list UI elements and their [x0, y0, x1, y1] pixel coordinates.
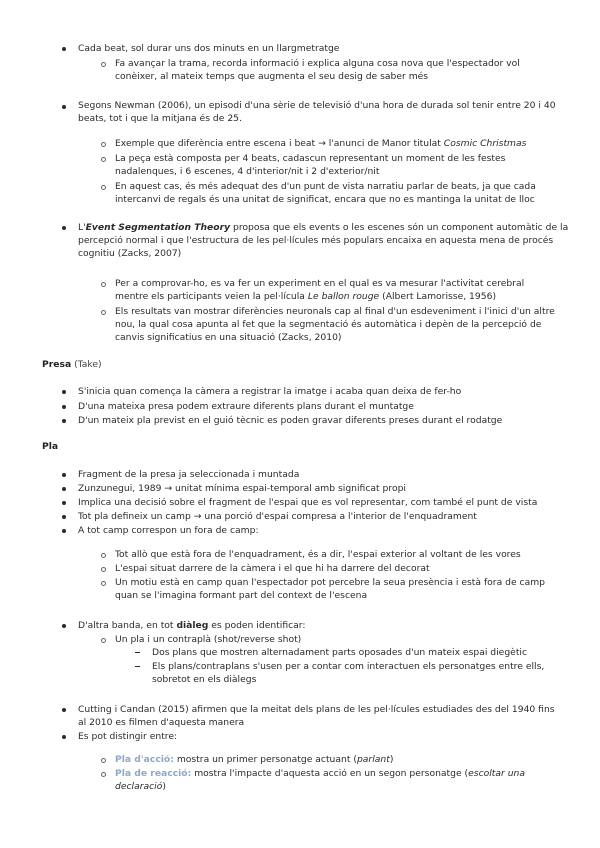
- list-item-text: (Albert Lamorisse, 1956): [379, 291, 497, 302]
- circle-bullet-icon: [101, 581, 106, 586]
- list-item: Tot pla defineix un camp → una porció d'espai compresa a l'interior de l'enquadrament: [78, 511, 477, 522]
- list-item-continuation: beats, tot i que la mitjana és de 25.: [78, 113, 242, 124]
- circle-bullet-icon: [101, 638, 106, 643]
- bullet-icon: [62, 624, 66, 628]
- bullet-icon: [62, 419, 66, 423]
- bullet-icon: [62, 735, 66, 739]
- list-item-continuation: [115, 290, 496, 303]
- bullet-icon: [62, 515, 66, 519]
- list-item: Els resultats van mostrar diferències neuronals cap al final d'un esdeveniment i l'inici d'un altre: [115, 306, 555, 317]
- list-item: Segons Newman (2006), un episodi d'una sèrie de televisió d'una hora de durada sol tenir entre 20 i 40: [78, 100, 556, 111]
- list-item: D'un mateix pla previst en el guió tècnic es poden gravar diferents preses durant el rodatge: [78, 415, 503, 426]
- bullet-icon: [62, 405, 66, 409]
- circle-bullet-icon: [101, 758, 106, 763]
- list-item: Un pla i un contraplà (shot/reverse shot): [115, 634, 302, 645]
- list-item-continuation: conèixer, al mateix temps que augmenta el seu desig de saber més: [115, 71, 429, 82]
- list-item: Els plans/contraplans s'usen per a contar com interactuen els personatges entre ells,: [152, 661, 545, 672]
- heading-subtitle: (Take): [71, 359, 102, 370]
- list-item: S'inicia quan comença la càmera a registrar la imatge i acaba quan deixa de fer-ho: [78, 386, 462, 397]
- theory-term: Event Segmentation Theory: [85, 222, 231, 233]
- bullet-icon: [62, 226, 66, 230]
- keyword-dialeg: diàleg: [176, 620, 209, 631]
- circle-bullet-icon: [101, 142, 106, 147]
- bullet-icon: [62, 501, 66, 505]
- list-item: A tot camp correspon un fora de camp:: [78, 525, 259, 536]
- list-item: Un motiu està en camp quan l'espectador pot percebre la seua presència i està fora de camp: [115, 577, 545, 588]
- circle-bullet-icon: [101, 62, 106, 67]
- ad-title: Cosmic Christmas: [443, 138, 527, 149]
- list-item-continuation: nou, la qual cosa apunta al fet que la segmentació és automàtica i depèn de la percepció de: [115, 319, 542, 330]
- circle-bullet-icon: [101, 282, 106, 287]
- list-item: Es pot distingir entre:: [78, 731, 178, 742]
- bullet-icon: [62, 390, 66, 394]
- heading-text: Presa: [42, 359, 72, 370]
- list-item: En aquest cas, és més adequat des d'un punt de vista narratiu parlar de beats, ja que cada: [115, 181, 536, 192]
- list-item: D'una mateixa presa podem extraure diferents plans durant el muntatge: [78, 401, 414, 412]
- list-item: [115, 767, 557, 780]
- list-item: L'espai situat darrere de la càmera i el que hi ha darrere del decorat: [115, 563, 430, 574]
- list-item-text: L': [78, 222, 86, 233]
- list-item: Cutting i Candan (2015) afirmen que la meitat dels plans de les pel·lícules estudiades des del 1940 fins: [78, 704, 555, 715]
- circle-bullet-icon: [101, 553, 106, 558]
- list-item-continuation: canvis significatius en una situació (Zacks, 2010): [115, 332, 342, 343]
- list-item-continuation: sobretot en els diàlegs: [152, 674, 257, 685]
- list-item-text: Exemple que diferència entre escena i beat → l'anunci de Manor titulat: [115, 138, 444, 149]
- list-item-text: mostra l'impacte d'aquesta acció en un segon personatge (: [191, 768, 469, 779]
- list-item: [115, 137, 526, 150]
- bullet-icon: [62, 487, 66, 491]
- list-item: [78, 221, 568, 234]
- list-item: Cada beat, sol durar uns dos minuts en un llargmetratge: [78, 43, 340, 54]
- circle-bullet-icon: [101, 185, 106, 190]
- list-item-continuation: [115, 780, 166, 793]
- term-pla-reaccio: Pla de reacció:: [115, 768, 192, 779]
- dash-bullet-icon: [135, 652, 140, 653]
- section-heading-pla: Pla: [42, 441, 59, 452]
- list-item-continuation: cognitiu (Zacks, 2007): [78, 248, 182, 259]
- list-item-text: ): [389, 754, 394, 765]
- circle-bullet-icon: [101, 157, 106, 162]
- list-item: La peça està composta per 4 beats, cadascun representant un moment de les festes: [115, 153, 506, 164]
- bullet-icon: [62, 47, 66, 51]
- italic-text: escoltar una: [468, 768, 526, 779]
- dash-bullet-icon: [135, 666, 140, 667]
- film-title: Le ballon rouge: [307, 291, 380, 302]
- list-item: Fragment de la presa ja seleccionada i muntada: [78, 469, 300, 480]
- list-item: Fa avançar la trama, recorda informació i explica alguna cosa nova que l'espectador vol: [115, 58, 520, 69]
- list-item-text: proposa que els events o les escenes són un component automàtic de la: [230, 222, 569, 233]
- bullet-icon: [62, 529, 66, 533]
- circle-bullet-icon: [101, 567, 106, 572]
- list-item-continuation: intercanvi de regals és una unitat de significat, encara que no es mantinga la unitat de lloc: [115, 194, 535, 205]
- list-item-continuation: nadalenques, i 6 escenes, 4 d'interior/nit i 2 d'exterior/nit: [115, 166, 380, 177]
- list-item: Dos plans que mostren alternadament parts oposades d'un mateix espai diegètic: [152, 647, 528, 658]
- bullet-icon: [62, 105, 66, 109]
- list-item: Zunzunegui, 1989 → unitat mínima espai-temporal amb significat propi: [78, 483, 406, 494]
- list-item-text: mentre els participants veien la pel·lícula: [115, 291, 308, 302]
- list-item: Per a comprovar-ho, es va fer un experiment en el qual es va mesurar l'activitat cerebral: [115, 278, 525, 289]
- bullet-icon: [62, 473, 66, 477]
- list-item: [78, 619, 306, 632]
- list-item-text: es poden identificar:: [208, 620, 306, 631]
- list-item-text: D'altra banda, en tot: [78, 620, 177, 631]
- italic-text: parlant: [356, 754, 390, 765]
- list-item-continuation: quan se l'imagina formant part del context de l'escena: [115, 590, 368, 601]
- bullet-icon: [62, 708, 66, 712]
- list-item-continuation: al 2010 es filmen d'aquesta manera: [78, 717, 245, 728]
- term-pla-accio: Pla d'acció:: [115, 754, 174, 765]
- section-heading-presa: [42, 358, 102, 371]
- list-item: Implica una decisió sobre el fragment de l'espai que es vol representar, com també el punt de vista: [78, 497, 538, 508]
- list-item: Tot allò que està fora de l'enquadrament, és a dir, l'espai exterior al voltant de les vores: [115, 549, 521, 560]
- circle-bullet-icon: [101, 772, 106, 777]
- list-item: [115, 753, 393, 766]
- list-item-continuation: percepció normal i que l'estructura de les pel·lícules més populars encaixa en aquesta mena de procés: [78, 235, 554, 246]
- circle-bullet-icon: [101, 310, 106, 315]
- list-item-text: ): [162, 781, 166, 792]
- italic-text: declaració: [115, 781, 163, 792]
- list-item-text: mostra un primer personatge actuant (: [173, 754, 357, 765]
